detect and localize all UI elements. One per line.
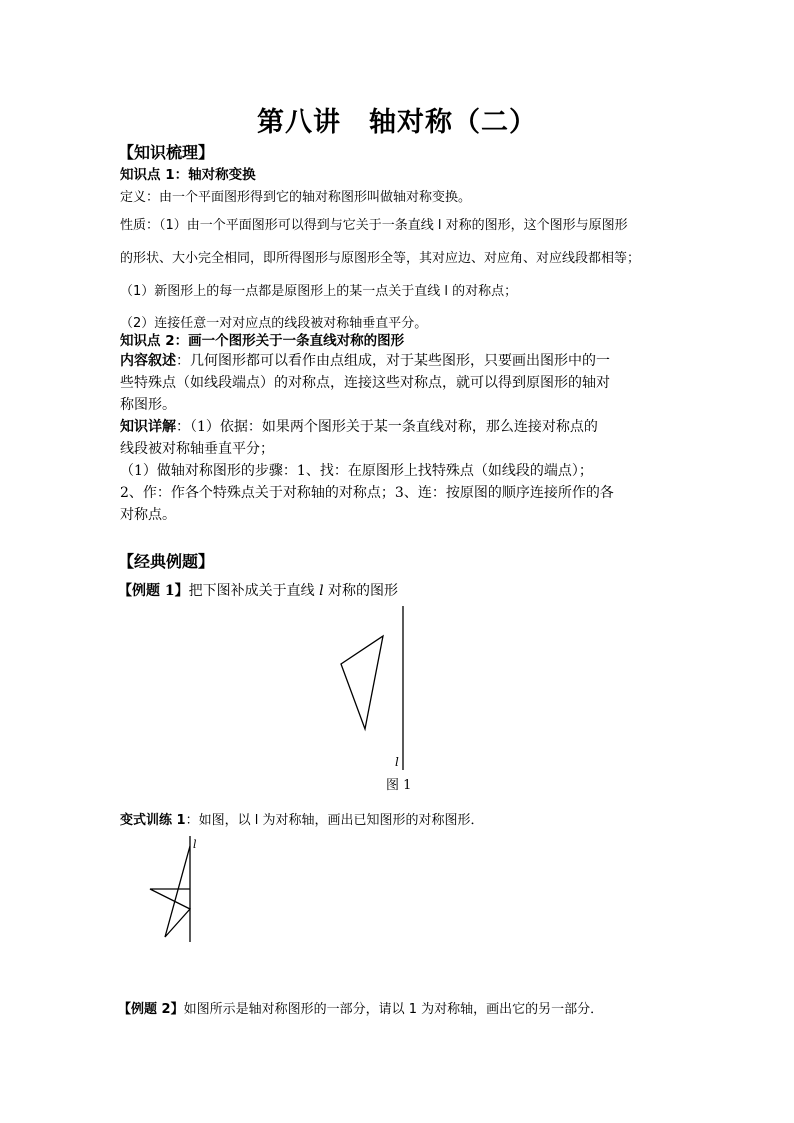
- example1-text: 把下图补成关于直线: [188, 583, 320, 599]
- kp1-definition: 定义：由一个平面图形得到它的轴对称图形叫做轴对称变换。: [120, 190, 472, 205]
- practice1-prompt: [120, 809, 483, 828]
- kp2-detail-line2: 线段被对称轴垂直平分；: [120, 441, 274, 457]
- kp1-point1: （1）新图形上的每一点都是原图形上的某一点关于直线 l 的对称点；: [120, 284, 518, 299]
- kp1-point2: （2）连接任意一对对应点的线段被对称轴垂直平分。: [120, 316, 428, 331]
- section-knowledge-heading: 【知识梳理】: [118, 143, 215, 162]
- example2-text: 如图所示是轴对称图形的一部分，请以 1 为对称轴，画出它的另一部分．: [183, 1002, 604, 1017]
- kp2-detail-label: 知识详解: [120, 419, 176, 435]
- kp2-detail-text1: ：（1）依据：如果两个图形关于某一条直线对称，那么连接对称点的: [176, 419, 598, 435]
- kp1-property-line2: 的形状、大小完全相同，即所得图形与原图形全等，其对应边、对应角、对应线段都相等；: [120, 251, 641, 266]
- practice1-text: ：如图，以 l 为对称轴，画出已知图形的对称图形．: [185, 813, 484, 828]
- practice1-label: 变式训练 1: [120, 813, 186, 828]
- example2-label: 【例题 2】: [118, 1002, 184, 1017]
- example1-axis-label: l: [395, 755, 399, 769]
- kp2-content-line2: 些特殊点（如线段端点）的对称点，连接这些对称点，就可以得到原图形的轴对: [120, 375, 610, 391]
- page-title: 第八讲 轴对称（二）: [257, 107, 537, 138]
- kp2-content-line3: 称图形。: [120, 397, 176, 413]
- kp1-heading: 知识点 1：轴对称变换: [120, 167, 256, 183]
- kp2-steps-line2: 2、作：作各个特殊点关于对称轴的对称点；3、连：按原图的顺序连接所作的各: [120, 485, 614, 501]
- kp2-heading: 知识点 2：画一个图形关于一条直线对称的图形: [120, 333, 405, 349]
- kp2-content-text1: ：几何图形都可以看作由点组成，对于某些图形，只要画出图形中的一: [176, 353, 610, 369]
- kp1-property-line1: 性质：（1）由一个平面图形可以得到与它关于一条直线 l 对称的图形，这个图形与原图形: [120, 218, 628, 233]
- example1-label: 【例题 1】: [118, 583, 189, 599]
- example1-triangle: [341, 636, 383, 729]
- kp2-steps-line1: （1）做轴对称图形的步骤：1、找：在原图形上找特殊点（如线段的端点）；: [120, 463, 593, 479]
- example1-var: l: [319, 583, 324, 599]
- section-examples-heading: 【经典例题】: [118, 552, 215, 571]
- kp2-content-label: 内容叙述: [120, 353, 176, 369]
- example1-figure-caption: 图 1: [386, 778, 412, 793]
- practice1-axis-label: l: [193, 838, 197, 851]
- practice1-figure: [150, 846, 190, 937]
- kp2-steps-line3: 对称点。: [120, 507, 176, 523]
- example2-prompt: [118, 998, 603, 1017]
- example1-text2: 对称的图形: [323, 583, 399, 599]
